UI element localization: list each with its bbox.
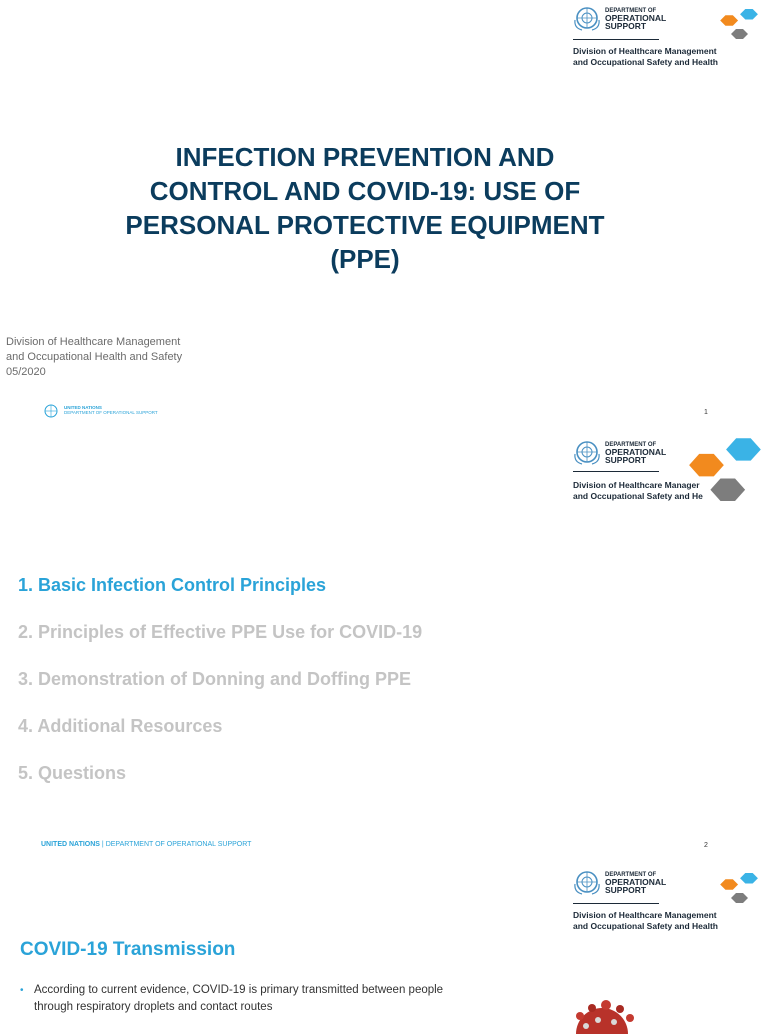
division-line-1: Division of Healthcare Management xyxy=(573,910,717,920)
bullet-text: According to current evidence, COVID-19 is primary transmitted between people through respiratory droplets and contact routes xyxy=(34,984,444,1013)
dept-small-label: DEPARTMENT OF xyxy=(605,442,657,448)
dept-line-2: SUPPORT xyxy=(605,455,647,465)
dept-line-1: OPERATIONAL xyxy=(605,447,667,457)
un-emblem-icon xyxy=(572,6,602,32)
department-logo xyxy=(572,440,703,502)
coronavirus-image xyxy=(540,994,660,1034)
department-logo xyxy=(572,6,719,68)
footer-separator: | xyxy=(99,841,106,848)
agenda-item-questions: 5. Questions xyxy=(18,763,127,783)
date-line: 05/2020 xyxy=(6,366,46,378)
dept-line-1: OPERATIONAL xyxy=(605,877,667,887)
division-line-1: Division of Healthcare Management xyxy=(573,46,717,56)
presentation-title: INFECTION PREVENTION AND CONTROL AND COVID-19: USE OF PERSONAL PROTECTIVE EQUIPMENT (PPE) xyxy=(125,142,605,274)
un-footer-emblem-icon xyxy=(40,404,62,418)
author-line-2: and Occupational Health and Safety xyxy=(6,351,183,363)
dept-small-label: DEPARTMENT OF xyxy=(605,8,657,14)
un-footer-line-2: DEPARTMENT OF OPERATIONAL SUPPORT xyxy=(64,410,158,415)
bullet-item xyxy=(20,982,470,1016)
dept-small-label: DEPARTMENT OF xyxy=(605,872,657,878)
page-number: 2 xyxy=(704,842,708,849)
page-number: 1 xyxy=(704,409,708,416)
agenda-list xyxy=(18,562,422,797)
division-line-2: and Occupational Safety and Health xyxy=(573,921,719,931)
logo-divider xyxy=(573,903,659,904)
un-footer-line-1: UNITED NATIONS xyxy=(64,405,102,410)
author-block xyxy=(6,335,182,380)
agenda-item-effective-ppe-use: 2. Principles of Effective PPE Use for COVID-19 xyxy=(18,622,423,642)
footer-dept: DEPARTMENT OF OPERATIONAL SUPPORT xyxy=(105,841,252,848)
slide-1 xyxy=(0,0,768,432)
bullet-dot-icon: • xyxy=(20,985,24,996)
division-line-1: Division of Healthcare Manager xyxy=(573,480,700,490)
dept-line-2: SUPPORT xyxy=(605,21,647,31)
division-line-2: and Occupational Safety and He xyxy=(573,491,703,501)
hexagon-cluster-icon xyxy=(718,872,762,912)
slide-footer xyxy=(41,841,251,848)
dept-line-1: OPERATIONAL xyxy=(605,13,667,23)
logo-divider xyxy=(573,471,659,472)
agenda-item-donning-doffing: 3. Demonstration of Donning and Doffing PPE xyxy=(18,669,411,689)
un-emblem-icon xyxy=(572,440,602,466)
agenda-item-basic-infection-control: 1. Basic Infection Control Principles xyxy=(18,575,327,595)
hexagon-cluster-icon xyxy=(688,436,766,514)
division-line-2: and Occupational Safety and Health xyxy=(573,57,719,67)
hexagon-cluster-icon xyxy=(718,8,762,48)
footer-org: UNITED NATIONS xyxy=(41,841,100,848)
slide-title: COVID-19 Transmission xyxy=(20,939,236,960)
slide-2 xyxy=(0,432,768,864)
agenda-item-additional-resources: 4. Additional Resources xyxy=(18,716,223,736)
dept-line-2: SUPPORT xyxy=(605,885,647,895)
slide-3 xyxy=(0,864,768,1024)
author-line-1: Division of Healthcare Management xyxy=(6,336,181,348)
department-logo xyxy=(572,870,719,932)
un-footer-text xyxy=(64,405,158,415)
un-emblem-icon xyxy=(572,870,602,896)
logo-divider xyxy=(573,39,659,40)
